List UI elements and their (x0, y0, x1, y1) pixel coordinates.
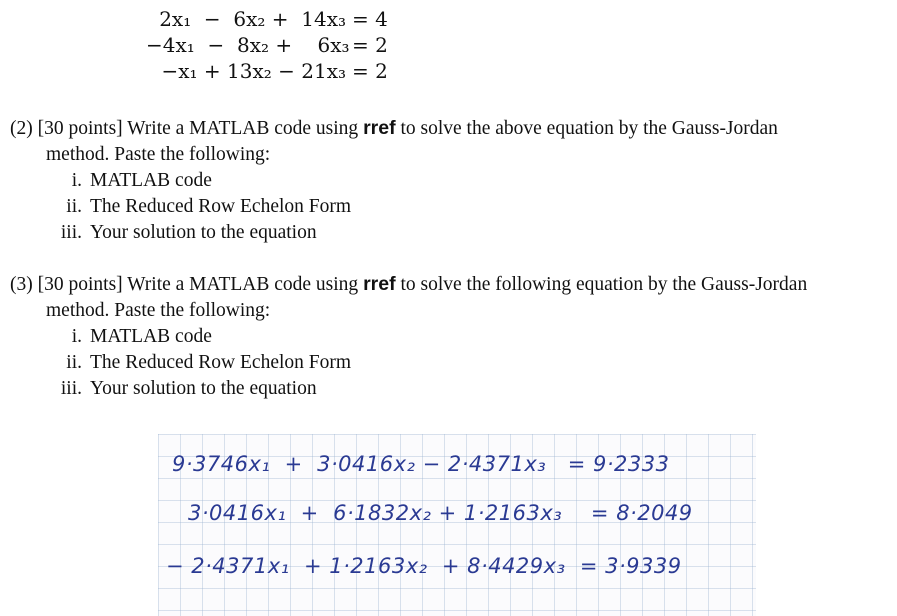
question-suffix: to solve the above equation by the Gauss-Jordan (395, 118, 778, 139)
rref-keyword: rref (363, 273, 396, 295)
equation-rhs: = 2 (352, 33, 388, 57)
question-2-subitems (10, 168, 890, 246)
equation-lhs: 2x₁ − 6x₂ + 14x₃ (159, 7, 346, 31)
handwritten-equations-image (158, 434, 756, 616)
equation-rhs: = 2 (352, 59, 388, 83)
list-marker: i. (71, 170, 82, 191)
list-item (10, 168, 890, 194)
question-3 (10, 271, 890, 402)
question-prefix: (2) [30 points] Write a MATLAB code using (10, 118, 364, 139)
list-item-text: MATLAB code (90, 170, 212, 191)
list-marker: i. (71, 326, 82, 347)
rref-keyword: rref (363, 117, 396, 139)
equation-row (146, 58, 388, 84)
list-item-text: The Reduced Row Echelon Form (90, 352, 352, 373)
list-item (10, 350, 890, 376)
question-2-prompt (10, 115, 890, 142)
equation-row (146, 6, 388, 32)
list-item (10, 194, 890, 220)
question-prefix: (3) [30 points] Write a MATLAB code using (10, 274, 364, 295)
list-item (10, 376, 890, 402)
list-marker: ii. (66, 352, 82, 373)
question-2 (10, 115, 890, 246)
question-3-subitems (10, 324, 890, 402)
equation-system (146, 6, 388, 84)
equation-rhs: = 4 (352, 7, 388, 31)
list-marker: iii. (60, 378, 82, 399)
list-item (10, 220, 890, 246)
equation-lhs: −4x₁ − 8x₂ + 6x₃ (146, 33, 350, 57)
list-item-text: The Reduced Row Echelon Form (90, 196, 352, 217)
equation-lhs: −x₁ + 13x₂ − 21x₃ (161, 59, 346, 83)
list-item (10, 324, 890, 350)
list-item-text: MATLAB code (90, 326, 212, 347)
list-item-text: Your solution to the equation (90, 378, 317, 399)
question-continuation: method. Paste the following: (46, 144, 271, 165)
question-3-prompt (10, 271, 890, 298)
question-suffix: to solve the following equation by the Gauss-Jordan (395, 274, 808, 295)
question-continuation: method. Paste the following: (46, 300, 271, 321)
handwritten-equation-row: 3·0416x₁ + 6·1832x₂ + 1·2163x₃ = 8·2049 (188, 501, 693, 525)
list-marker: ii. (66, 196, 82, 217)
equation-row (146, 32, 388, 58)
handwritten-equation-row: − 2·4371x₁ + 1·2163x₂ + 8·4429x₃ = 3·9339 (166, 554, 682, 578)
list-item-text: Your solution to the equation (90, 222, 317, 243)
list-marker: iii. (60, 222, 82, 243)
handwritten-equation-row: 9·3746x₁ + 3·0416x₂ − 2·4371x₃ = 9·2333 (172, 452, 670, 476)
